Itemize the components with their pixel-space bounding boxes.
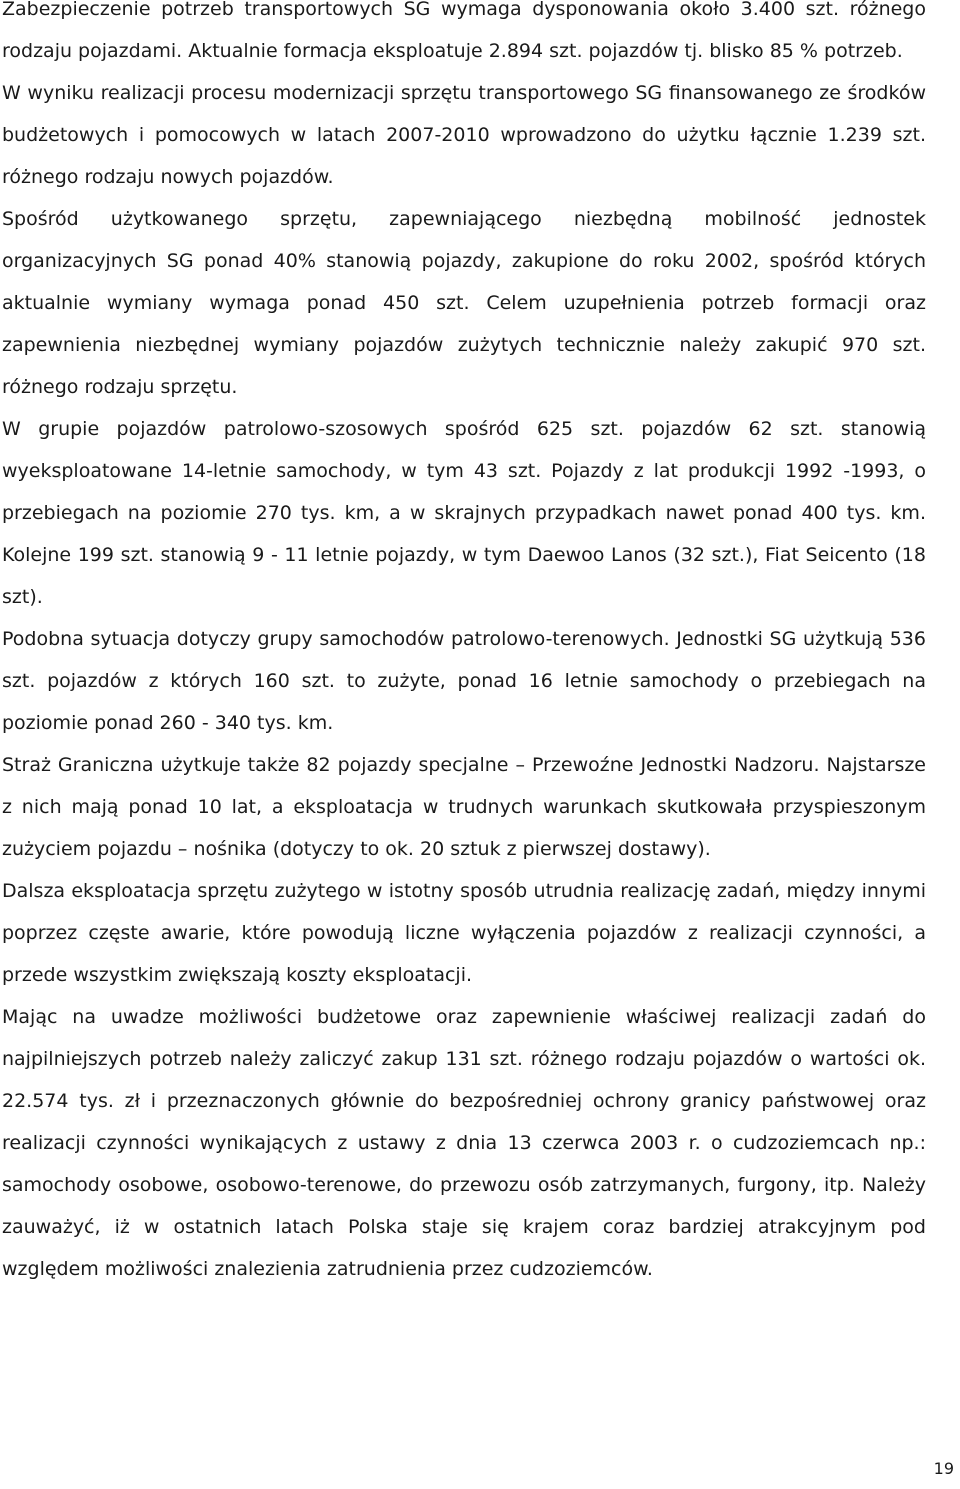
page-number: 19 [933, 1459, 954, 1478]
paragraph-urgent-purchases: Mając na uwadze możliwości budżetowe oraz zapewnienie właściwej realizacji zadań do najpilniejszych potrzeb należy zaliczyć zakup 131 szt. różnego rodzaju pojazdów o wartości ok. 22.574 tys. zł i przeznaczonych głównie do bezpośredniej ochrony granicy państwowej oraz realizacji czynności wynikających z ustawy z dnia 13 czerwca 2003 r. o cudzoziemcach np.: samochody osobowe, osobowo-terenowe, do przewozu osób zatrzymanych, furgony, itp. Należy zauważyć, iż w ostatnich latach Polska staje się krajem coraz bardziej atrakcyjnym pod względem możliwości znalezienia zatrudnienia przez cudzoziemców. [2, 1006, 926, 1280]
paragraph-patrol-terrain-vehicles: Podobna sytuacja dotyczy grupy samochodów patrolowo-terenowych. Jednostki SG użytkują 536 szt. pojazdów z których 160 szt. to zużyte, ponad 16 letnie samochody o przebiegach na poziomie ponad 260 - 340 tys. km. [2, 628, 926, 734]
paragraph-patrol-road-vehicles: W grupie pojazdów patrolowo-szosowych spośród 625 szt. pojazdów 62 szt. stanowią wyeksploatowane 14-letnie samochody, w tym 43 szt. Pojazdy z lat produkcji 1992 -1993, o przebiegach na poziomie 270 tys. km, a w skrajnych przypadkach nawet ponad 400 tys. km. Kolejne 199 szt. stanowią 9 - 11 letnie pojazdy, w tym Daewoo Lanos (32 szt.), Fiat Seicento (18 szt). [2, 418, 926, 608]
paragraph-vehicle-needs: Zabezpieczenie potrzeb transportowych SG wymaga dysponowania około 3.400 szt. różnego rodzaju pojazdami. Aktualnie formacja eksploatuje 2.894 szt. pojazdów tj. blisko 85 % potrzeb. [2, 0, 926, 62]
paragraph-modernization: W wyniku realizacji procesu modernizacji sprzętu transportowego SG finansowanego ze środków budżetowych i pomocowych w latach 2007-2010 wprowadzono do użytku łącznie 1.239 szt. różnego rodzaju nowych pojazdów. [2, 82, 926, 188]
body-text [2, 0, 926, 1290]
paragraph-fleet-age: Spośród użytkowanego sprzętu, zapewniającego niezbędną mobilność jednostek organizacyjnych SG ponad 40% stanowią pojazdy, zakupione do roku 2002, spośród których aktualnie wymiany wymaga ponad 450 szt. Celem uzupełnienia potrzeb formacji oraz zapewnienia niezbędnej wymiany pojazdów zużytych technicznie należy zakupić 970 szt. różnego rodzaju sprzętu. [2, 208, 926, 398]
paragraph-exploitation-issues: Dalsza eksploatacja sprzętu zużytego w istotny sposób utrudnia realizację zadań, między innymi poprzez częste awarie, które powodują liczne wyłączenia pojazdów z realizacji czynności, a przede wszystkim zwiększają koszty eksploatacji. [2, 880, 926, 986]
paragraph-special-vehicles: Straż Graniczna użytkuje także 82 pojazdy specjalne – Przewoźne Jednostki Nadzoru. Najstarsze z nich mają ponad 10 lat, a eksploatacja w trudnych warunkach skutkowała przyspieszonym zużyciem pojazdu – nośnika (dotyczy to ok. 20 sztuk z pierwszej dostawy). [2, 754, 926, 860]
